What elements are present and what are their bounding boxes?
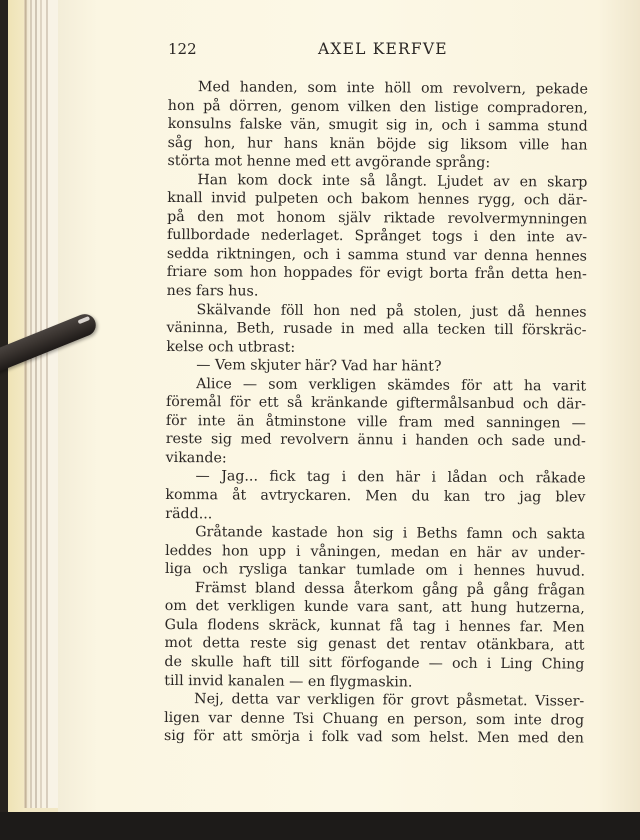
text-line: de skulle haft till sitt förfogande — och i Ling Ching [164,653,585,673]
text-line: ligen var denne Tsi Chuang en person, som inte drog [164,709,585,729]
text-line: sig för att smörja i folk vad som helst. Men med den [163,728,585,747]
text-line: — Vem skjuter här? Vad har hänt? [196,357,442,375]
text-line: sedda riktningen, och i samma stund var denna hennes [166,245,587,265]
text-line: Främst bland dessa återkom gång på gång frågan [194,579,585,599]
pen-tip [78,316,91,324]
text-line: Han kom dock inte så långt. Ljudet av en skarp [197,171,588,191]
text-line: väninna, Beth, rusade in med alla tecken till förskräc- [166,320,587,339]
book-spine-shadow [0,0,8,840]
text-line: Med handen, som inte höll om revolvern, pekade [197,79,588,98]
text-line: konsulns falske vän, smugit sig in, och i samma stund [167,116,588,135]
text-line: rädd... [165,505,213,522]
text-line: leddes hon upp i våningen, medan en här av under- [165,542,586,562]
running-title: AXEL KERFVE [318,40,448,58]
text-line: komma åt avtryckaren. Men du kan tro jag blev [165,487,586,506]
text-line: friare som hon hoppades för evigt borta från detta hen- [166,264,587,284]
text-line: hon på dörren, genom vilken den listige compradoren, [167,97,588,117]
page-edges [24,0,58,808]
text-line: nes fars hus. [166,283,259,300]
text-line: liga och rysliga tankar tumlade om i hennes huvud. [164,561,586,580]
text-line: såg hon, hur hans knän böjde sig liksom ville han [167,134,588,154]
text-line: Alice — som verkligen skämdes för att ha varit [196,375,587,395]
text-line: Nej, detta var verkligen för grovt påsmetat. Visser- [194,691,585,710]
text-line: fullbordade nederlaget. Språnget togs i den inte av- [166,227,588,246]
text-line: för inte än åtminstone ville fram med sanningen — [165,412,586,432]
page-number: 122 [168,40,197,58]
text-line: Skälvande föll hon ned på stolen, just då hennes [196,301,587,321]
text-line: Gråtande kastade hon sig i Beths famn och sakta [195,524,586,543]
text-line: — Jag... fick tag i den här i lådan och råkade [195,468,586,488]
text-line: Gula flodens skräck, kunnat få tag i hennes far. Men [164,616,585,636]
text-line: föremål för ett så kränkande giftermålsanbud och där- [165,394,587,413]
text-line: vikande: [165,449,227,467]
text-line: störta mot henne med ett avgörande språng: [167,153,491,172]
text-line: mot detta reste sig genast det rentav otänkbara, att [164,635,585,654]
bottom-shadow [0,812,640,840]
text-line: reste sig med revolvern ännu i handen och sade und- [165,431,586,450]
text-line: på den mot honom själv riktade revolvermynningen [167,208,588,228]
text-line: knall invid pulpeten och bakom hennes rygg, och där- [167,190,588,209]
text-line: om det verkligen kunde vara sant, att hung hutzerna, [164,598,585,617]
text-line: kelse och utbrast: [166,338,296,356]
page-header [0,40,640,62]
body-text [164,78,588,748]
text-line: till invid kanalen — en flygmaskin. [164,672,413,691]
